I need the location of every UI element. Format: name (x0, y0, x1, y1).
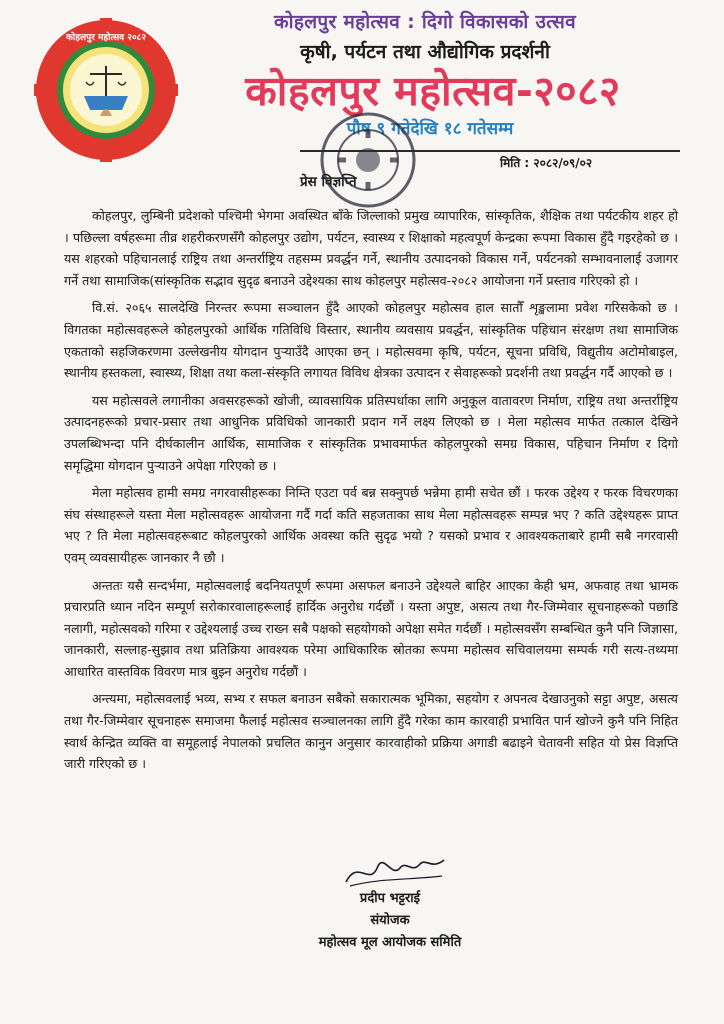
handwritten-signature-icon (340, 848, 450, 892)
header-subtitle: कृषी, पर्यटन तथा औद्योगिक प्रदर्शनी (300, 41, 550, 63)
logo-text: कोहलपुर महोत्सव २०८२ (65, 33, 147, 43)
festival-title: कोहलपुर महोत्सव-२०८२ (245, 67, 621, 115)
paragraph: अन्त्यमा, महोत्सवलाई भव्य, सभ्य र सफल बनाउन सबैको सकारात्मक भूमिका, सहयोग र अपनत्व देखाउनुको सट्टा अपुष्ट, असत्य तथा गैर-जिम्मेवार सूचनाहरू समाजमा फैलाई महोत्सव सञ्चालनका लागि हुँदै गरेका काम कारवाही प्रभावित पार्न खोज्ने कुनै पनि निहित स्वार्थ केन्द्रित व्यक्ति वा समूहलाई नेपालको प्रचलित कानुन अनुसार कारवाहीको प्रक्रिया अगाडी बढाइने चेतावनी सहित यो प्रेस विज्ञप्ति जारी गरिएको छ । (64, 691, 678, 772)
paragraph: कोहलपुर, लुम्बिनी प्रदेशको पश्चिमी भेगमा अवस्थित बाँके जिल्लाको प्रमुख व्यापारिक, सांस्कृतिक, शैक्षिक तथा पर्यटकीय शहर हो । पछिल्ला वर्षहरूमा तीव्र शहरीकरणसँगै कोहलपुर उद्योग, पर्यटन, स्वास्थ्य र शिक्षाको महत्वपूर्ण केन्द्रका रूपमा विकास हुँदै गइरहेको छ । यस शहरको पहिचानलाई राष्ट्रिय तथा अन्तर्राष्ट्रिय तहसम्म प्रवर्द्धन गर्ने, स्थानीय उत्पादनको विकास गर्ने, पर्यटनको सम्भावनालाई उजागर गर्ने तथा सामाजिक(सांस्कृतिक सद्भाव सुदृढ बनाउने उद्देश्यका साथ कोहलपुर महोत्सव-२०८२ आयोजना गर्ने प्रस्ताव गरिएको हो । (64, 208, 678, 288)
press-release-body (64, 205, 678, 775)
signatory-organization: महोत्सव मूल आयोजक समिति (318, 935, 462, 950)
signatory-name: प्रदीप भट्टराई (359, 891, 421, 906)
paragraph: मेला महोत्सव हामी समग्र नगरवासीहरूका निम्ति एउटा पर्व बन्न सक्नुपर्छ भन्नेमा हामी सचेत छौं । फरक उद्देश्य र फरक विचरणका संघ संस्थाहरूले यस्ता मेला महोत्सवहरू आयोजना गर्दै गर्दा कति सहजताका साथ मेला महोत्सवहरू सम्पन्न भए ? कति उद्देश्यहरू प्राप्त भए ? ति मेला महोत्सवहरूबाट कोहलपुरको आर्थिक अवस्था कति सुदृढ भयो ? यसको प्रभाव र आवश्यकताबारे हामी सबै नगरवासी एवम् व्यवसायीहरू जानकार नै छौ । (64, 485, 678, 565)
festival-dates: पौष ९ गतेदेखि १८ गतेसम्म (346, 119, 514, 139)
signatory-role: संयोजक (370, 913, 410, 928)
paragraph: यस महोत्सवले लगानीका अवसरहरूको खोजी, व्यावसायिक प्रतिस्पर्धाका लागि अनुकूल वातावरण निर्माण, राष्ट्रिय तथा अन्तर्राष्ट्रिय उत्पादनहरूको प्रचार-प्रसार तथा आधुनिक प्रविधिको जानकारी प्रदान गर्ने लक्ष्य लिएको छ । मेला महोत्सव मार्फत तत्काल देखिने उपलब्धिभन्दा पनि दीर्घकालीन आर्थिक, सामाजिक र सांस्कृतिक प्रभावमार्फत कोहलपुरको समग्र विकास, पहिचान निर्माण र दिगो समृद्धिमा योगदान पुऱ्याउने अपेक्षा गरिएको छ । (64, 392, 678, 473)
header-tagline: कोहलपुर महोत्सव : दिगो विकासको उत्सव (274, 11, 576, 33)
paragraph: अन्ततः यसै सन्दर्भमा, महोत्सवलाई बदनियतपूर्ण रूपमा असफल बनाउने उद्देश्यले बाहिर आएका केही भ्रम, अफवाह तथा भ्रामक प्रचारप्रति ध्यान नदिन सम्पूर्ण सरोकारवालाहरूलाई हार्दिक अनुरोध गर्दछौं । यस्ता अपुष्ट, असत्य तथा गैर-जिम्मेवार सूचनाहरूको पछाडि नलागी, महोत्सवको गरिमा र उद्देश्यलाई उच्च राख्न सबै पक्षको सहयोगको अपेक्षा समेत गर्दछौं । महोत्सवसँग सम्बन्धित कुनै पनि जिज्ञासा, जानकारी, सल्लाह-सुझाव तथा प्रतिक्रिया आवश्यक परेमा आधिकारिक स्रोतका रूपमा महोत्सव सचिवालयमा सम्पर्क गरी सत्य-तथ्यमा आधारित वास्तविक विवरण मात्र बुझ्न अनुरोध गर्दछौं । (64, 577, 678, 679)
release-date: मिति : २०८२/०९/०२ (500, 156, 593, 170)
festival-logo-icon (34, 18, 178, 162)
paragraph: वि.सं. २०६५ सालदेखि निरन्तर रूपमा सञ्चालन हुँदै आएको कोहलपुर महोत्सव हाल सातौँ शृङ्खलामा प्रवेश गरिसकेको छ । विगतका महोत्सवहरूले कोहलपुरको आर्थिक गतिविधि विस्तार, स्थानीय व्यवसाय प्रवर्द्धन, सांस्कृतिक पहिचान संरक्षण तथा सामाजिक एकताको सहजिकरणमा उल्लेखनीय योगदान पुऱ्याउँदै आएका छन् । महोत्सवमा कृषि, पर्यटन, सूचना प्रविधि, विद्युतीय अटोमोबाइल, स्थानीय हस्तकला, स्वास्थ्य, शिक्षा तथा कला-संस्कृति लगायत विविध क्षेत्रका उत्पादन र सेवाहरूको प्रदर्शनी तथा प्रवर्द्धन गर्दै आएको छ । (64, 300, 678, 381)
organizer-stamp-icon (318, 110, 418, 210)
press-release-heading: प्रेस विज्ञप्ति (300, 174, 357, 190)
